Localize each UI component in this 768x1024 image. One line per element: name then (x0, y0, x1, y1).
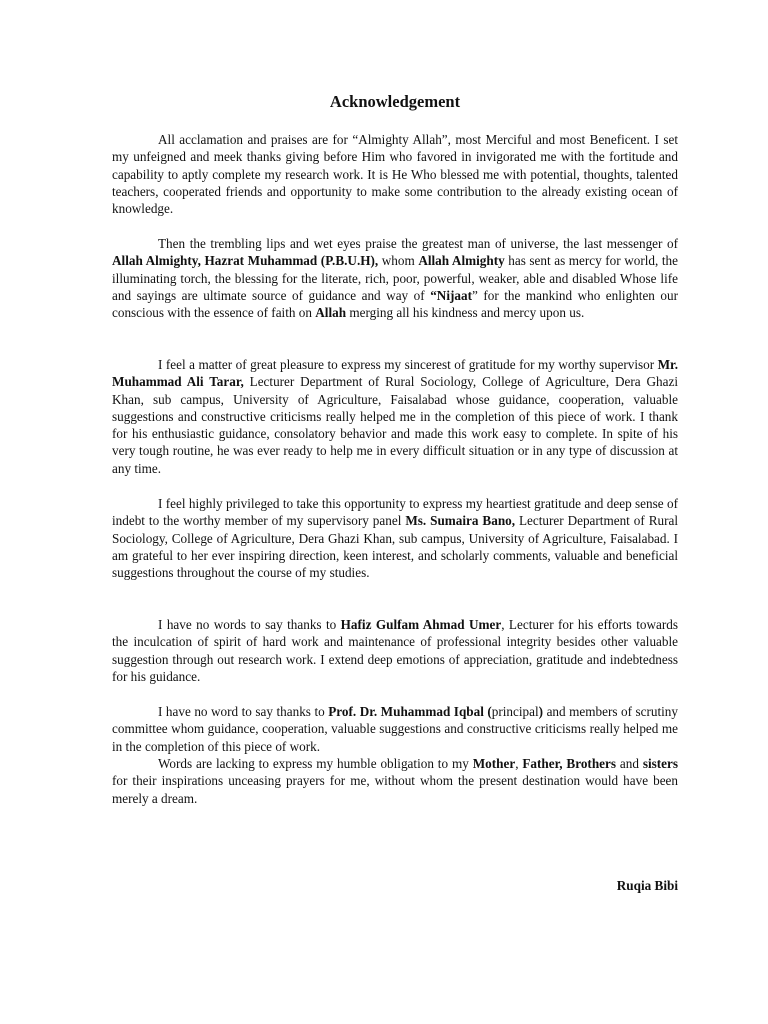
bold-text-run: Prof. Dr. Muhammad Iqbal ( (328, 704, 492, 719)
page-title: Acknowledgement (329, 92, 461, 111)
paragraph-principal (112, 703, 678, 755)
text-run: , Lecturer for his efforts towards the inculcation of spirit of hard work and maintenance of professional integrity besides other valuable suggestion through out research work. I extend deep emotions of appreciation, gratitude and indebtedness for his guidance. (112, 617, 678, 684)
bold-text-run: Allah Almighty (418, 253, 505, 269)
text-run: Lecturer Department of Rural Sociology, College of Agriculture, Dera Ghazi Khan, sub campus, University of Agriculture, Faisalabad whose guidance, cooperation, valuable suggestions and constructive criticisms really helped me in the completion of this piece of work. I thank for his enthusiastic guidance, consolatory behavior and made this work easy to complete. In spite of his very tough routine, he was ever ready to help me in every difficult situation or in any type of discussion at any time. (112, 374, 678, 476)
paragraph-lecturer (112, 616, 678, 685)
paragraph-panel-member (112, 495, 678, 581)
text-run: merging all his kindness and mercy upon us. (346, 305, 585, 321)
paragraph-family (112, 755, 678, 807)
paragraph-supervisor (112, 356, 678, 477)
text-run: and (616, 756, 643, 771)
bold-text-run: “Nijaat (430, 287, 472, 303)
text-run: Words are lacking to express my humble obligation to my (158, 756, 473, 771)
text-run: I feel a matter of great pleasure to express my sincerest of gratitude for my worthy supervisor (158, 357, 658, 372)
paragraph-almighty-allah (112, 131, 678, 217)
text-run: I have no word to say thanks to (158, 704, 329, 719)
text-run: for their inspirations unceasing prayers for me, without whom the present destination would have been merely a dream. (112, 773, 678, 806)
text-run: I have no words to say thanks to (158, 617, 341, 632)
bold-text-run: Ms. Sumaira Bano, (405, 513, 516, 529)
bold-text-run: Allah (315, 305, 347, 321)
text-run: ” for the mankind who enlighten our conscious with the essence of faith on (112, 287, 678, 321)
bold-text-run: ) (538, 704, 544, 719)
bold-text-run: Mr. Muhammad Ali Tarar, (112, 357, 678, 390)
bold-text-run: Allah Almighty, Hazrat Muhammad (P.B.U.H), (112, 253, 379, 269)
text-run: Then the trembling lips and wet eyes praise the greatest man of universe, the last messenger of (158, 236, 678, 251)
text-run: , (515, 756, 523, 771)
text-run: I feel highly privileged to take this opportunity to express my heartiest gratitude and deep sense of indebt to the worthy member of my supervisory panel (112, 496, 678, 529)
text-run: All acclamation and praises are for “Almighty Allah”, most Merciful and most Beneficent. I set my unfeigned and meek thanks giving before Him who favored in invigorated me with the fortitude and capability to aptly complete my research work. It is He Who blessed me with potential, thoughts, talented teachers, cooperated friends and opportunity to make some contribution to the already existing ocean of knowledge. (112, 132, 678, 217)
bold-text-run: Mother (472, 756, 516, 771)
text-run: principal (491, 704, 539, 719)
text-run: and members of scrutiny committee whom guidance, cooperation, valuable suggestions and constructive criticisms really helped me in the completion of this piece of work. (112, 704, 678, 754)
text-run: Lecturer Department of Rural Sociology, College of Agriculture, Dera Ghazi Khan, sub campus, University of Agriculture, Faisalabad. I am grateful to her ever inspiring direction, keen interest, and scholarly comments, valuable and beneficial suggestions throughout the course of my studies. (112, 513, 679, 581)
bold-text-run: sisters (642, 756, 678, 771)
bold-text-run: Father, Brothers (522, 756, 616, 771)
signature-name: Ruqia Bibi (616, 878, 678, 893)
text-run: has sent as mercy for world, the illuminating torch, the blessing for the literate, rich, poor, powerful, weaker, able and disabled Whose life and sayings are ultimate source of guidance and way of (112, 253, 678, 303)
text-run: whom (378, 253, 419, 269)
paragraph-prophet (112, 235, 678, 321)
bold-text-run: Hafiz Gulfam Ahmad Umer (340, 617, 502, 632)
